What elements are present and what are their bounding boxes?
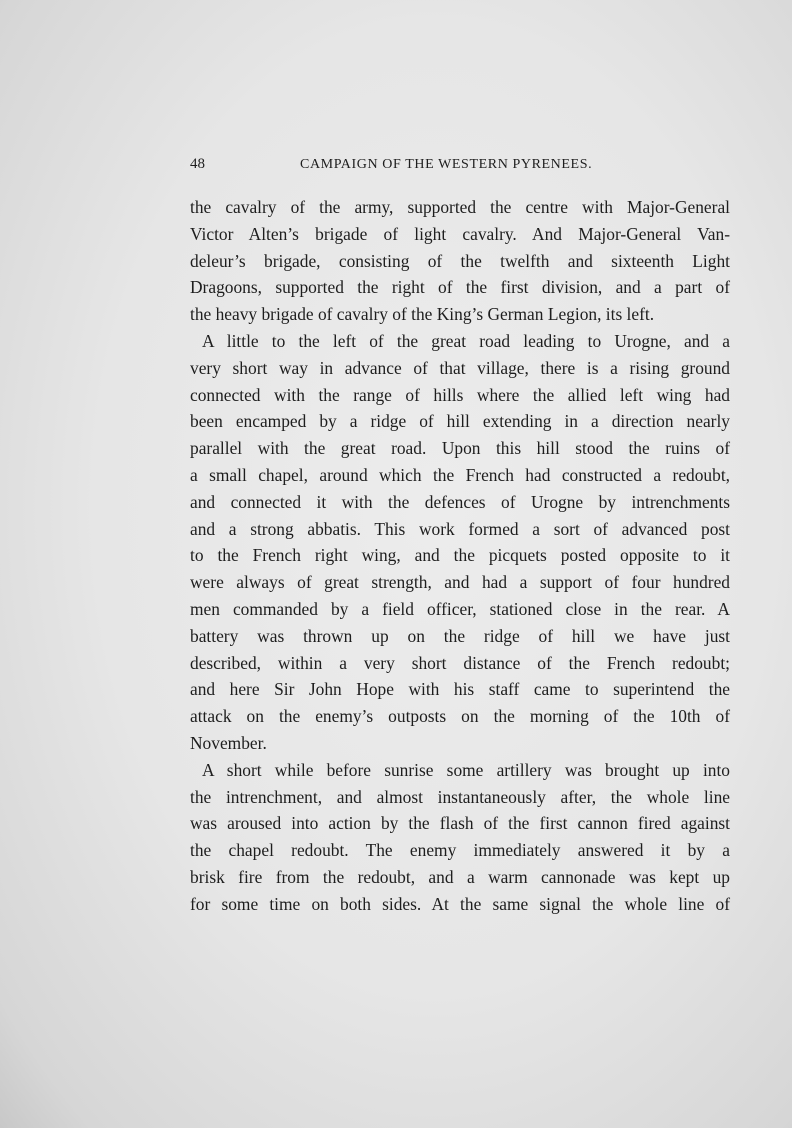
text-line: connected with the range of hills where the allied left wing had [190,384,730,405]
body-text [190,194,730,918]
text-line: A short while before sunrise some artillery was brought up into [202,759,730,780]
text-line: men commanded by a field officer, stationed close in the rear. A [190,598,730,619]
text-line: a small chapel, around which the French had constructed a redoubt, [190,464,730,485]
text-line: attack on the enemy’s outposts on the morning of the 10th of [190,706,730,727]
page-header [190,156,730,176]
text-line: and here Sir John Hope with his staff came to superintend the [190,679,730,700]
text-line: the heavy brigade of cavalry of the King’s German Legion, its left. [190,304,655,325]
text-line: was aroused into action by the flash of the first cannon fired against [190,813,730,834]
text-line: battery was thrown up on the ridge of hill we have just [190,625,730,646]
text-line: the cavalry of the army, supported the centre with Major-General [190,197,730,217]
text-line: the chapel redoubt. The enemy immediately answered it by a [190,840,730,861]
text-line: parallel with the great road. Upon this hill stood the ruins of [190,438,730,459]
text-line: brisk fire from the redoubt, and a warm cannonade was kept up [190,866,730,887]
text-line: Victor Alten’s brigade of light cavalry. And Major-General Van- [190,223,730,244]
text-line: to the French right wing, and the picquets posted opposite to it [190,545,730,566]
text-line: very short way in advance of that village, there is a rising ground [190,357,730,378]
text-line: the intrenchment, and almost instantaneously after, the whole line [190,786,730,807]
text-line: been encamped by a ridge of hill extending in a direction nearly [190,411,730,432]
text-line: Dragoons, supported the right of the first division, and a part of [190,277,730,298]
text-line: November. [190,732,267,753]
page-number: 48 [190,156,205,172]
text-line: deleur’s brigade, consisting of the twelfth and sixteenth Light [190,250,730,271]
text-line: A little to the left of the great road leading to Urogne, and a [202,330,730,351]
text-line: for some time on both sides. At the same signal the whole line of [190,893,730,914]
running-title: CAMPAIGN OF THE WESTERN PYRENEES. [300,157,593,172]
text-line: were always of great strength, and had a support of four hundred [190,572,730,593]
text-line: described, within a very short distance of the French redoubt; [190,652,730,673]
text-line: and connected it with the defences of Urogne by intrenchments [190,491,730,512]
text-line: and a strong abbatis. This work formed a sort of advanced post [190,518,730,539]
